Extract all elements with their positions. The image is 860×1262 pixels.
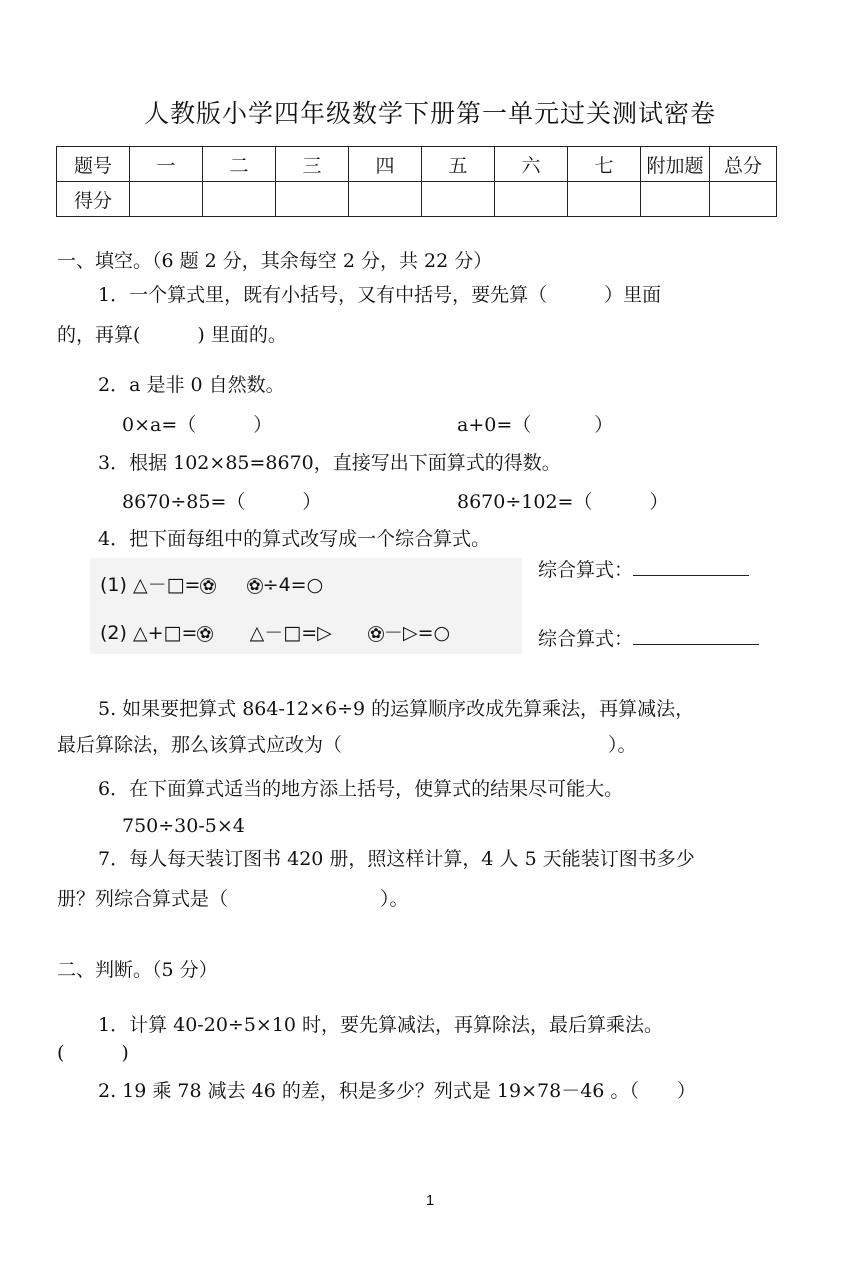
score-cell xyxy=(710,182,777,217)
score-header-cell: 附加题 xyxy=(641,147,710,182)
score-header-cell: 六 xyxy=(495,147,568,182)
score-cell xyxy=(495,182,568,217)
flower-icon: ✿ xyxy=(368,626,384,642)
question-2-part-a: 0×a=（ ） xyxy=(122,414,273,436)
score-cell xyxy=(422,182,495,217)
judge-question-1-line1: 1．计算 40-20÷5×10 时，要先算减法，再算除法，最后算乘法。 xyxy=(98,1014,664,1036)
score-header-cell: 三 xyxy=(276,147,349,182)
score-header-cell: 总分 xyxy=(710,147,777,182)
judge-question-2: 2. 19 乘 78 减去 46 的差，积是多少？列式是 19×78－46 。（ ） xyxy=(98,1080,696,1102)
score-table-score-row xyxy=(57,182,777,217)
score-header-cell: 四 xyxy=(349,147,422,182)
question-5-line1: 5. 如果要把算式 864-12×6÷9 的运算顺序改成先算乘法，再算减法， xyxy=(98,698,695,720)
section1-heading: 一、填空。（6 题 2 分，其余每空 2 分，共 22 分） xyxy=(57,250,493,272)
combined-expression-label: 综合算式： xyxy=(538,559,634,581)
figure-row-label: (2) xyxy=(100,622,127,644)
score-cell xyxy=(203,182,276,217)
score-cell xyxy=(349,182,422,217)
question-2-part-b: a+0=（ ） xyxy=(457,414,614,436)
question-6: 6．在下面算式适当的地方添上括号，使算式的结果尽可能大。 xyxy=(98,778,624,800)
score-table xyxy=(56,146,777,217)
question-6-expression: 750÷30-5×4 xyxy=(122,815,245,837)
combined-expression-1 xyxy=(538,555,749,582)
answer-blank[interactable] xyxy=(633,624,759,645)
flower-icon: ✿ xyxy=(247,578,263,594)
question-3-part-b: 8670÷102=（ ） xyxy=(457,491,669,513)
question-3: 3．根据 102×85=8670，直接写出下面算式的得数。 xyxy=(98,452,561,474)
question-4-figure xyxy=(90,558,522,654)
score-cell xyxy=(276,182,349,217)
figure-row-2 xyxy=(100,618,450,645)
figure-row-label: (1) xyxy=(100,574,127,596)
score-cell xyxy=(130,182,203,217)
figure-expression: △+□= xyxy=(132,622,198,644)
question-1-line2: 的，再算( ) 里面的。 xyxy=(57,324,287,346)
question-5-line2: 最后算除法，那么该算式应改为（ ）。 xyxy=(57,734,637,756)
flower-icon: ✿ xyxy=(197,626,213,642)
score-header-cell: 五 xyxy=(422,147,495,182)
question-7-line1: 7．每人每天装订图书 420 册，照这样计算，4 人 5 天能装订图书多少 xyxy=(98,848,695,870)
figure-row-1 xyxy=(100,570,323,597)
score-header-cell: 一 xyxy=(130,147,203,182)
question-4: 4．把下面每组中的算式改写成一个综合算式。 xyxy=(98,528,491,550)
score-cell xyxy=(641,182,710,217)
combined-expression-label: 综合算式： xyxy=(538,628,634,650)
flower-icon: ✿ xyxy=(200,578,216,594)
score-header-cell: 二 xyxy=(203,147,276,182)
question-1-line1: 1．一个算式里，既有小括号，又有中括号，要先算（ ）里面 xyxy=(98,284,662,306)
score-header-cell: 七 xyxy=(568,147,641,182)
page-number: 1 xyxy=(425,1192,435,1209)
page-title: 人教版小学四年级数学下册第一单元过关测试密卷 xyxy=(143,99,716,128)
score-row-label: 得分 xyxy=(57,182,130,217)
answer-blank[interactable] xyxy=(633,555,749,576)
figure-expression: －▷=○ xyxy=(383,622,451,644)
question-2: 2．a 是非 0 自然数。 xyxy=(98,374,285,396)
question-3-part-a: 8670÷85=（ ） xyxy=(122,491,322,513)
judge-question-1-line2: ( ) xyxy=(57,1042,129,1064)
figure-expression: ÷4=○ xyxy=(262,574,324,596)
question-7-line2: 册？列综合算式是（ ）。 xyxy=(57,888,409,910)
figure-expression: △－□= xyxy=(132,574,201,596)
combined-expression-2 xyxy=(538,624,759,651)
score-table-header-row xyxy=(57,147,777,182)
figure-expression: △－□=▷ xyxy=(249,622,332,644)
section2-heading: 二、判断。（5 分） xyxy=(57,959,218,981)
score-header-cell: 题号 xyxy=(57,147,130,182)
score-cell xyxy=(568,182,641,217)
